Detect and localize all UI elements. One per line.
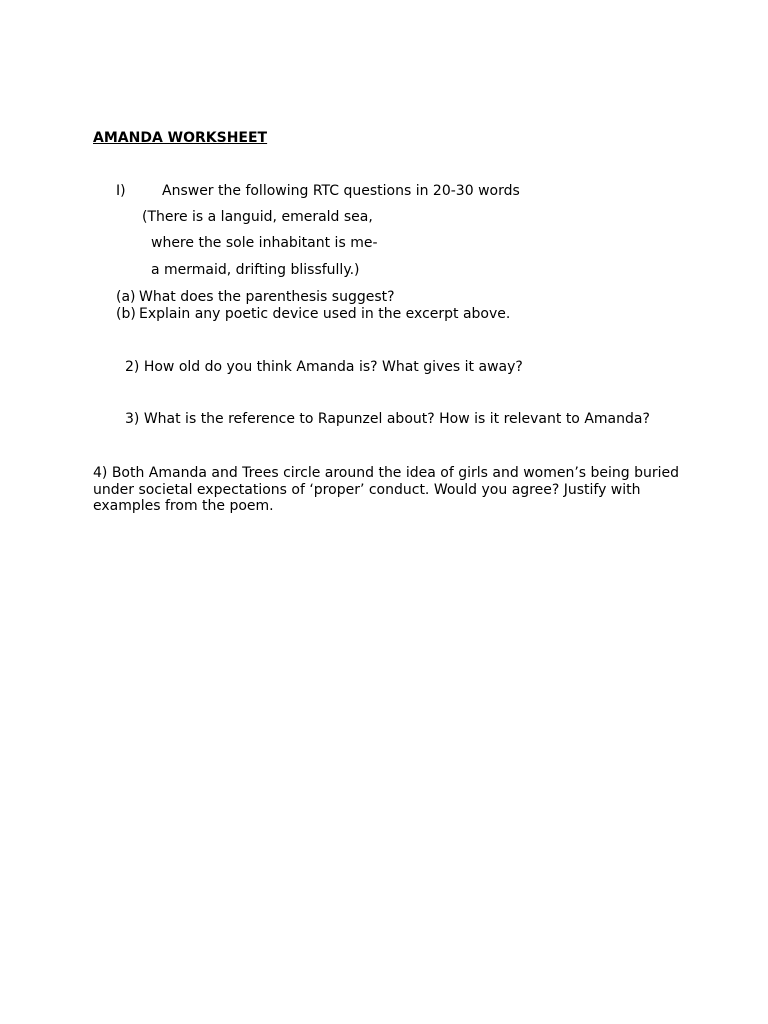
excerpt-line-1: (There is a languid, emerald sea, — [142, 209, 373, 225]
question1-instruction: Answer the following RTC questions in 20-30 words — [162, 183, 520, 199]
question3: 3) What is the reference to Rapunzel about? How is it relevant to Amanda? — [125, 411, 650, 427]
subquestion-b-label: (b) — [116, 306, 136, 322]
question4: 4) Both Amanda and Trees circle around the idea of girls and women’s being buried under societal expectations of ‘proper’ conduct. Would you agree? Justify with examples from the poem. — [93, 465, 680, 514]
question2: 2) How old do you think Amanda is? What gives it away? — [125, 359, 523, 375]
subquestion-a-text: What does the parenthesis suggest? — [139, 289, 395, 305]
subquestion-a-label: (a) — [116, 289, 136, 305]
worksheet-title: AMANDA WORKSHEET — [93, 130, 268, 146]
excerpt-line-2: where the sole inhabitant is me- — [151, 235, 378, 251]
excerpt-line-3: a mermaid, drifting blissfully.) — [151, 262, 360, 278]
subquestion-b-text: Explain any poetic device used in the excerpt above. — [139, 306, 511, 322]
question1-number: I) — [116, 183, 126, 199]
